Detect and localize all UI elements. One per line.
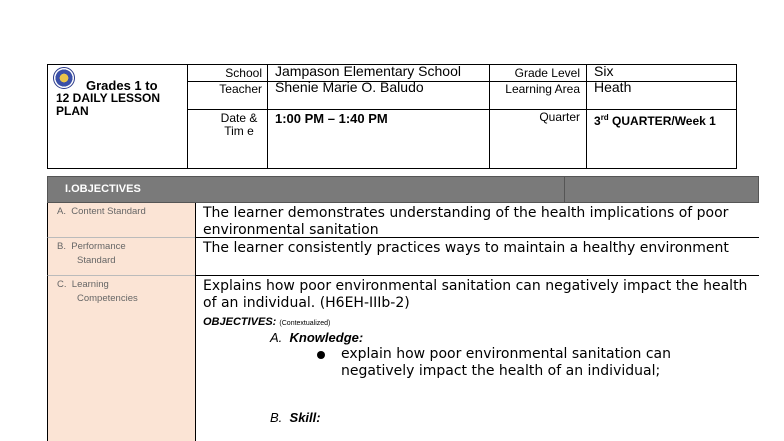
- learning-competencies-text: Explains how poor environmental sanitation can negatively impact the health of an individual. (H6EH-IIIb-2): [203, 278, 748, 311]
- learning-competencies-label: Learning: [71, 279, 109, 290]
- objectives-section-bar: [47, 176, 759, 203]
- knowledge-objective-text: explain how poor environmental sanitation can negatively impact the health of an individual;: [341, 346, 671, 379]
- knowledge-heading: A. Knowledge:: [270, 330, 364, 345]
- learning-competencies-label-cell: C. Learning Competencies: [47, 276, 195, 441]
- performance-standard-text: The learner consistently practices ways to maintain a healthy environment: [203, 240, 729, 256]
- school-label: School: [225, 66, 262, 80]
- teacher-value: Shenie Marie O. Baludo: [275, 79, 424, 95]
- learning-competencies-text-cell: [195, 276, 759, 441]
- title-line-2: 12 DAILY LESSON PLAN: [56, 91, 161, 118]
- learning-area-label: Learning Area: [505, 82, 580, 96]
- date-time-label: Date & Tim e: [220, 111, 258, 138]
- quarter-label: Quarter: [539, 110, 580, 124]
- content-standard-text-cell: [195, 203, 759, 238]
- content-standard-label: Content Standard: [71, 206, 146, 217]
- lesson-plan-title: [56, 79, 186, 118]
- objectives-heading: OBJECTIVES: (Contextualized): [203, 316, 331, 328]
- quarter-value: 3rd QUARTER/Week 1: [594, 113, 716, 128]
- skill-heading: B. Skill:: [270, 410, 321, 425]
- teacher-label: Teacher: [219, 82, 262, 96]
- date-time-value: 1:00 PM – 1:40 PM: [275, 111, 388, 126]
- title-line-1: Grades 1 to: [86, 78, 158, 93]
- performance-standard-text-cell: [195, 238, 759, 276]
- content-standard-text: The learner demonstrates understanding of the health implications of poor environmental sanitation: [203, 205, 729, 238]
- objectives-table: [47, 176, 759, 441]
- grade-level-label: Grade Level: [514, 66, 580, 80]
- content-standard-label-cell: A. Content Standard: [47, 203, 195, 238]
- performance-standard-label: Performance: [71, 241, 126, 252]
- learning-area-value: Heath: [594, 79, 632, 95]
- lesson-plan-header-table: [47, 64, 737, 169]
- grade-level-value: Six: [594, 63, 614, 79]
- performance-standard-label-cell: B. Performance Standard: [47, 238, 195, 276]
- bullet-icon: [317, 351, 325, 359]
- objectives-section-title: I.OBJECTIVES: [65, 183, 141, 195]
- school-value: Jampason Elementary School: [275, 63, 461, 79]
